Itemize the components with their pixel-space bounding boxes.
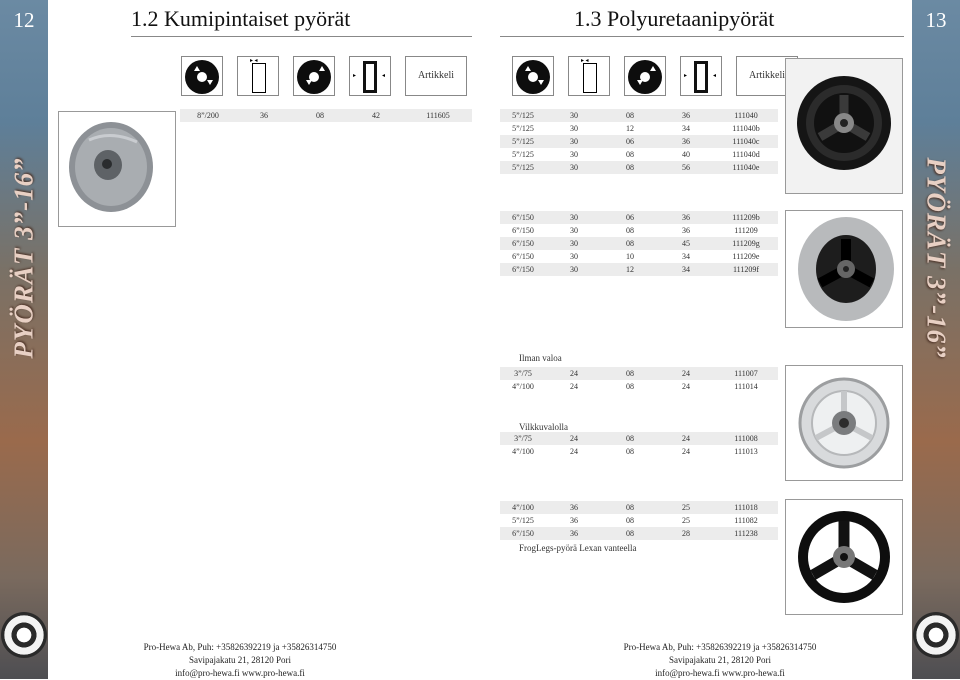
value-cell: 30 <box>546 224 602 237</box>
value-cell: 08 <box>602 224 658 237</box>
article-code-cell: 111013 <box>714 445 778 458</box>
size-cell: 5”/125 <box>500 109 546 122</box>
footer-address: Savipajakatu 21, 28120 Pori <box>189 655 291 665</box>
value-cell: 08 <box>602 161 658 174</box>
article-code-cell: 111238 <box>714 527 778 540</box>
right-article-label: Artikkeli <box>736 56 798 96</box>
size-cell: 6”/150 <box>500 250 546 263</box>
value-cell: 08 <box>602 514 658 527</box>
value-cell: 24 <box>658 367 714 380</box>
article-code-cell: 111209 <box>714 224 778 237</box>
value-cell: 08 <box>292 109 348 122</box>
froglegs-lexan-wheel-image <box>786 500 902 614</box>
value-cell: 10 <box>602 250 658 263</box>
value-cell: 45 <box>658 237 714 250</box>
right-product-table-1 <box>500 109 778 174</box>
table-row <box>500 445 778 458</box>
article-code-cell: 111040b <box>714 122 778 135</box>
table-row <box>500 161 778 174</box>
froglegs-note: FrogLegs-pyörä Lexan vanteella <box>519 543 637 553</box>
right-product-table-5 <box>500 501 778 540</box>
value-cell: 24 <box>658 380 714 393</box>
wheel-width-icon: ▸ ◂ <box>568 56 610 96</box>
article-code-cell: 111018 <box>714 501 778 514</box>
value-cell: 36 <box>546 527 602 540</box>
footer-company-phone: Pro-Hewa Ab, Puh: +35826392219 ja +35826314750 <box>143 642 337 652</box>
value-cell: 25 <box>658 514 714 527</box>
right-page-heading: 1.3 Polyuretaanipyörät <box>574 6 775 31</box>
value-cell: 06 <box>602 211 658 224</box>
value-cell: 36 <box>546 501 602 514</box>
value-cell: 12 <box>602 122 658 135</box>
right-product-table-4 <box>500 432 778 458</box>
table-row <box>500 250 778 263</box>
table-row <box>500 148 778 161</box>
right-product-table-2 <box>500 211 778 276</box>
right-brand-logo <box>913 612 959 658</box>
value-cell: 36 <box>236 109 292 122</box>
value-cell: 36 <box>658 109 714 122</box>
size-cell: 4”/100 <box>500 380 546 393</box>
value-cell: 36 <box>658 135 714 148</box>
wheel-front-icon <box>181 56 223 96</box>
grey-tire-black-rim-image <box>786 211 902 327</box>
footer-email-web: info@pro-hewa.fi www.pro-hewa.fi <box>175 668 305 678</box>
value-cell: 08 <box>602 148 658 161</box>
value-cell: 24 <box>658 432 714 445</box>
article-code-cell: 111209f <box>714 263 778 276</box>
size-cell: 4”/100 <box>500 445 546 458</box>
value-cell: 30 <box>546 237 602 250</box>
value-cell: 24 <box>546 432 602 445</box>
value-cell: 08 <box>602 367 658 380</box>
size-cell: 3”/75 <box>500 432 546 445</box>
table-row <box>500 135 778 148</box>
wheel-width-icon: ▸ ◂ <box>237 56 279 96</box>
size-cell: 4”/100 <box>500 501 546 514</box>
value-cell: 34 <box>658 263 714 276</box>
left-vertical-title: PYÖRÄT 3”-16” <box>8 157 39 359</box>
article-code-cell: 111605 <box>404 109 472 122</box>
size-cell: 5”/125 <box>500 514 546 527</box>
left-page-heading: 1.2 Kumipintaiset pyörät <box>131 6 351 31</box>
article-code-cell: 111082 <box>714 514 778 527</box>
value-cell: 12 <box>602 263 658 276</box>
value-cell: 30 <box>546 250 602 263</box>
article-code-cell: 111040d <box>714 148 778 161</box>
value-cell: 25 <box>658 501 714 514</box>
table-row <box>500 109 778 122</box>
table-row <box>500 501 778 514</box>
value-cell: 08 <box>602 237 658 250</box>
size-cell: 6”/150 <box>500 211 546 224</box>
right-vertical-title: PYÖRÄT 3”-16” <box>921 157 952 359</box>
size-cell: 6”/150 <box>500 237 546 250</box>
value-cell: 36 <box>658 211 714 224</box>
table-row <box>500 432 778 445</box>
froglegs-wheel-photo <box>785 499 903 615</box>
left-brand-logo <box>1 612 47 658</box>
table-row <box>500 211 778 224</box>
value-cell: 06 <box>602 135 658 148</box>
value-cell: 42 <box>348 109 404 122</box>
wheel-hub-icon <box>624 56 666 96</box>
size-cell: 6”/150 <box>500 224 546 237</box>
value-cell: 30 <box>546 109 602 122</box>
table-row <box>500 380 778 393</box>
value-cell: 36 <box>658 224 714 237</box>
left-footer-contact <box>110 641 370 680</box>
value-cell: 30 <box>546 161 602 174</box>
article-code-cell: 111008 <box>714 432 778 445</box>
table-row <box>180 109 472 122</box>
value-cell: 30 <box>546 122 602 135</box>
value-cell: 40 <box>658 148 714 161</box>
right-page-number: 13 <box>925 8 947 32</box>
grey-tire-photo <box>785 210 903 328</box>
table-row <box>500 224 778 237</box>
article-code-cell: 111007 <box>714 367 778 380</box>
table-row <box>500 367 778 380</box>
wheel-hub-width-icon: ▸ ◂ <box>680 56 722 96</box>
value-cell: 34 <box>658 250 714 263</box>
value-cell: 08 <box>602 432 658 445</box>
size-cell: 6”/150 <box>500 263 546 276</box>
right-footer-contact <box>590 641 850 680</box>
value-cell: 24 <box>546 367 602 380</box>
grey-rubber-wheel-image <box>59 112 175 226</box>
value-cell: 28 <box>658 527 714 540</box>
transparent-light-wheel-image <box>786 366 902 480</box>
right-heading-rule <box>500 36 904 37</box>
right-product-table-3 <box>500 367 778 393</box>
value-cell: 08 <box>602 380 658 393</box>
value-cell: 08 <box>602 501 658 514</box>
left-product-photo <box>58 111 176 227</box>
value-cell: 24 <box>658 445 714 458</box>
footer-company-phone: Pro-Hewa Ab, Puh: +35826392219 ja +35826314750 <box>623 642 817 652</box>
left-product-table <box>180 109 472 122</box>
group-label-no-light: Ilman valoa <box>519 353 562 363</box>
group-label-flashing-light: Vilkkuvalolla <box>519 422 568 432</box>
article-code-cell: 111040c <box>714 135 778 148</box>
article-code-cell: 111209b <box>714 211 778 224</box>
footer-address: Savipajakatu 21, 28120 Pori <box>669 655 771 665</box>
value-cell: 30 <box>546 135 602 148</box>
size-cell: 5”/125 <box>500 135 546 148</box>
value-cell: 30 <box>546 148 602 161</box>
black-polyurethane-wheel-image <box>786 59 902 193</box>
left-heading-rule <box>131 36 472 37</box>
value-cell: 08 <box>602 527 658 540</box>
wheel-front-icon <box>512 56 554 96</box>
size-cell: 5”/125 <box>500 161 546 174</box>
left-article-label: Artikkeli <box>405 56 467 96</box>
size-cell: 5”/125 <box>500 148 546 161</box>
value-cell: 24 <box>546 445 602 458</box>
table-row <box>500 122 778 135</box>
value-cell: 30 <box>546 211 602 224</box>
table-row <box>500 263 778 276</box>
clear-wheel-photo <box>785 365 903 481</box>
article-code-cell: 111040e <box>714 161 778 174</box>
value-cell: 08 <box>602 445 658 458</box>
value-cell: 30 <box>546 263 602 276</box>
article-code-cell: 111209e <box>714 250 778 263</box>
black-wheel-photo <box>785 58 903 194</box>
wheel-hub-icon <box>293 56 335 96</box>
value-cell: 24 <box>546 380 602 393</box>
wheel-hub-width-icon: ▸ ◂ <box>349 56 391 96</box>
article-code-cell: 111040 <box>714 109 778 122</box>
value-cell: 34 <box>658 122 714 135</box>
value-cell: 08 <box>602 109 658 122</box>
value-cell: 36 <box>546 514 602 527</box>
size-cell: 8”/200 <box>180 109 236 122</box>
size-cell: 6”/150 <box>500 527 546 540</box>
table-row <box>500 514 778 527</box>
article-code-cell: 111209g <box>714 237 778 250</box>
size-cell: 5”/125 <box>500 122 546 135</box>
table-row <box>500 237 778 250</box>
left-page-number: 12 <box>13 8 35 32</box>
article-code-cell: 111014 <box>714 380 778 393</box>
footer-email-web: info@pro-hewa.fi www.pro-hewa.fi <box>655 668 785 678</box>
size-cell: 3”/75 <box>500 367 546 380</box>
value-cell: 56 <box>658 161 714 174</box>
table-row <box>500 527 778 540</box>
